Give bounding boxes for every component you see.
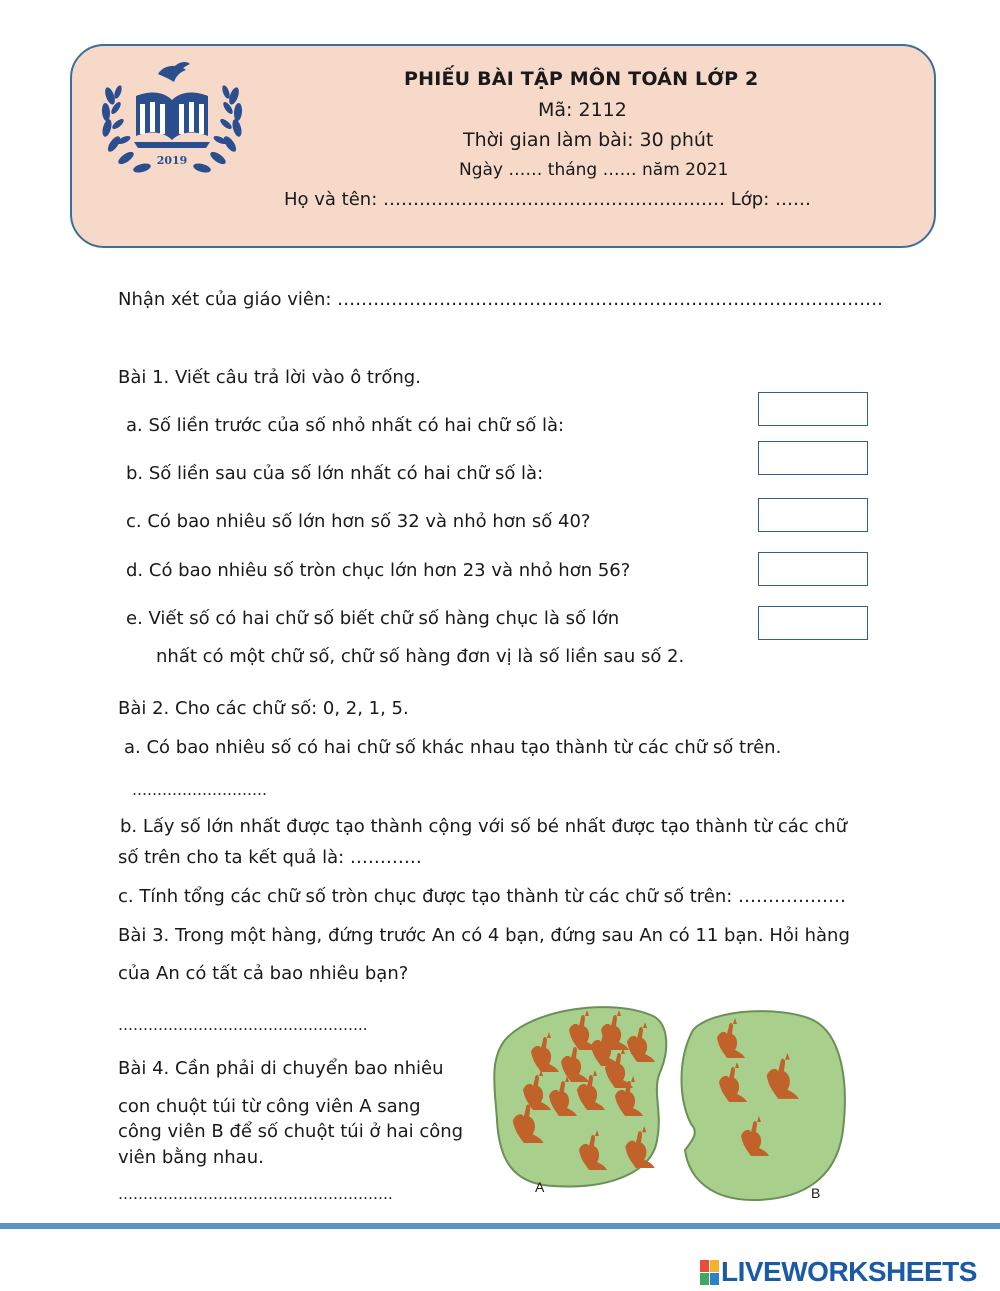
bai4-line1: Bài 4. Cần phải di chuyển bao nhiêu bbox=[118, 1058, 444, 1079]
answer-box-c[interactable] bbox=[758, 498, 868, 532]
bai2-a-answer[interactable]: ……………………… bbox=[132, 781, 267, 799]
footer-rule bbox=[0, 1223, 1000, 1229]
teacher-comment: Nhận xét của giáo viên: ………………………………………………………………………………. bbox=[118, 289, 883, 310]
bai2-a: a. Có bao nhiêu số có hai chữ số khác nhau tạo thành từ các chữ số trên. bbox=[124, 737, 782, 758]
bai2-b-line1: b. Lấy số lớn nhất được tạo thành cộng với số bé nhất được tạo thành từ các chữ bbox=[120, 816, 848, 837]
bai1-item-b: b. Số liền sau của số lớn nhất có hai chữ số là: bbox=[126, 463, 544, 484]
answer-box-e[interactable] bbox=[758, 606, 868, 640]
park-a-label: A bbox=[535, 1179, 545, 1195]
bai2-c: c. Tính tổng các chữ số tròn chục được tạo thành từ các chữ số trên: ……………… bbox=[118, 886, 847, 907]
bai3-line1: Bài 3. Trong một hàng, đứng trước An có 4 bạn, đứng sau An có 11 bạn. Hỏi hàng bbox=[118, 925, 850, 946]
date-line: Ngày …… tháng …… năm 2021 bbox=[459, 160, 729, 180]
bai1-title: Bài 1. Viết câu trả lời vào ô trống. bbox=[118, 367, 421, 388]
lw-color-blocks-icon bbox=[700, 1260, 719, 1285]
bai4-line2: con chuột túi từ công viên A sang bbox=[118, 1096, 421, 1117]
worksheet-code: Mã: 2112 bbox=[538, 99, 627, 121]
bai1-item-e-cont: nhất có một chữ số, chữ số hàng đơn vị là số liền sau số 2. bbox=[156, 646, 685, 667]
bai2-title: Bài 2. Cho các chữ số: 0, 2, 1, 5. bbox=[118, 698, 409, 719]
bai3-answer[interactable]: ………………………………………….. bbox=[118, 1016, 368, 1034]
time-limit: Thời gian làm bài: 30 phút bbox=[463, 129, 714, 151]
liveworksheets-text: LIVEWORKSHEETS bbox=[721, 1256, 977, 1287]
answer-box-b[interactable] bbox=[758, 441, 868, 475]
answer-box-d[interactable] bbox=[758, 552, 868, 586]
bai4-line4: viên bằng nhau. bbox=[118, 1147, 264, 1168]
kangaroo-parks-illustration bbox=[493, 1000, 853, 1210]
bai1-item-a: a. Số liền trước của số nhỏ nhất có hai chữ số là: bbox=[126, 415, 565, 436]
school-logo bbox=[96, 56, 248, 186]
bai4-answer[interactable]: ………………………………………………. bbox=[118, 1185, 393, 1203]
park-b bbox=[682, 1011, 845, 1200]
bai3-line2: của An có tất cả bao nhiêu bạn? bbox=[118, 963, 409, 984]
bai1-item-d: d. Có bao nhiêu số tròn chục lớn hơn 23 và nhỏ hơn 56? bbox=[126, 560, 631, 581]
liveworksheets-logo bbox=[700, 1256, 977, 1288]
park-b-label: B bbox=[811, 1185, 821, 1201]
bai1-item-c: c. Có bao nhiêu số lớn hơn số 32 và nhỏ hơn số 40? bbox=[126, 511, 591, 532]
bai4-line3: công viên B để số chuột túi ở hai công bbox=[118, 1121, 464, 1142]
bai1-item-e: e. Viết số có hai chữ số biết chữ số hàng chục là số lớn bbox=[126, 608, 620, 629]
answer-box-a[interactable] bbox=[758, 392, 868, 426]
name-class-line: Họ và tên: ………………………………………………… Lớp: …… bbox=[284, 189, 811, 210]
bai2-b-line2: số trên cho ta kết quả là: ………… bbox=[118, 847, 422, 868]
page-title: PHIẾU BÀI TẬP MÔN TOÁN LỚP 2 bbox=[404, 68, 759, 90]
logo-year: 2019 bbox=[156, 154, 188, 167]
